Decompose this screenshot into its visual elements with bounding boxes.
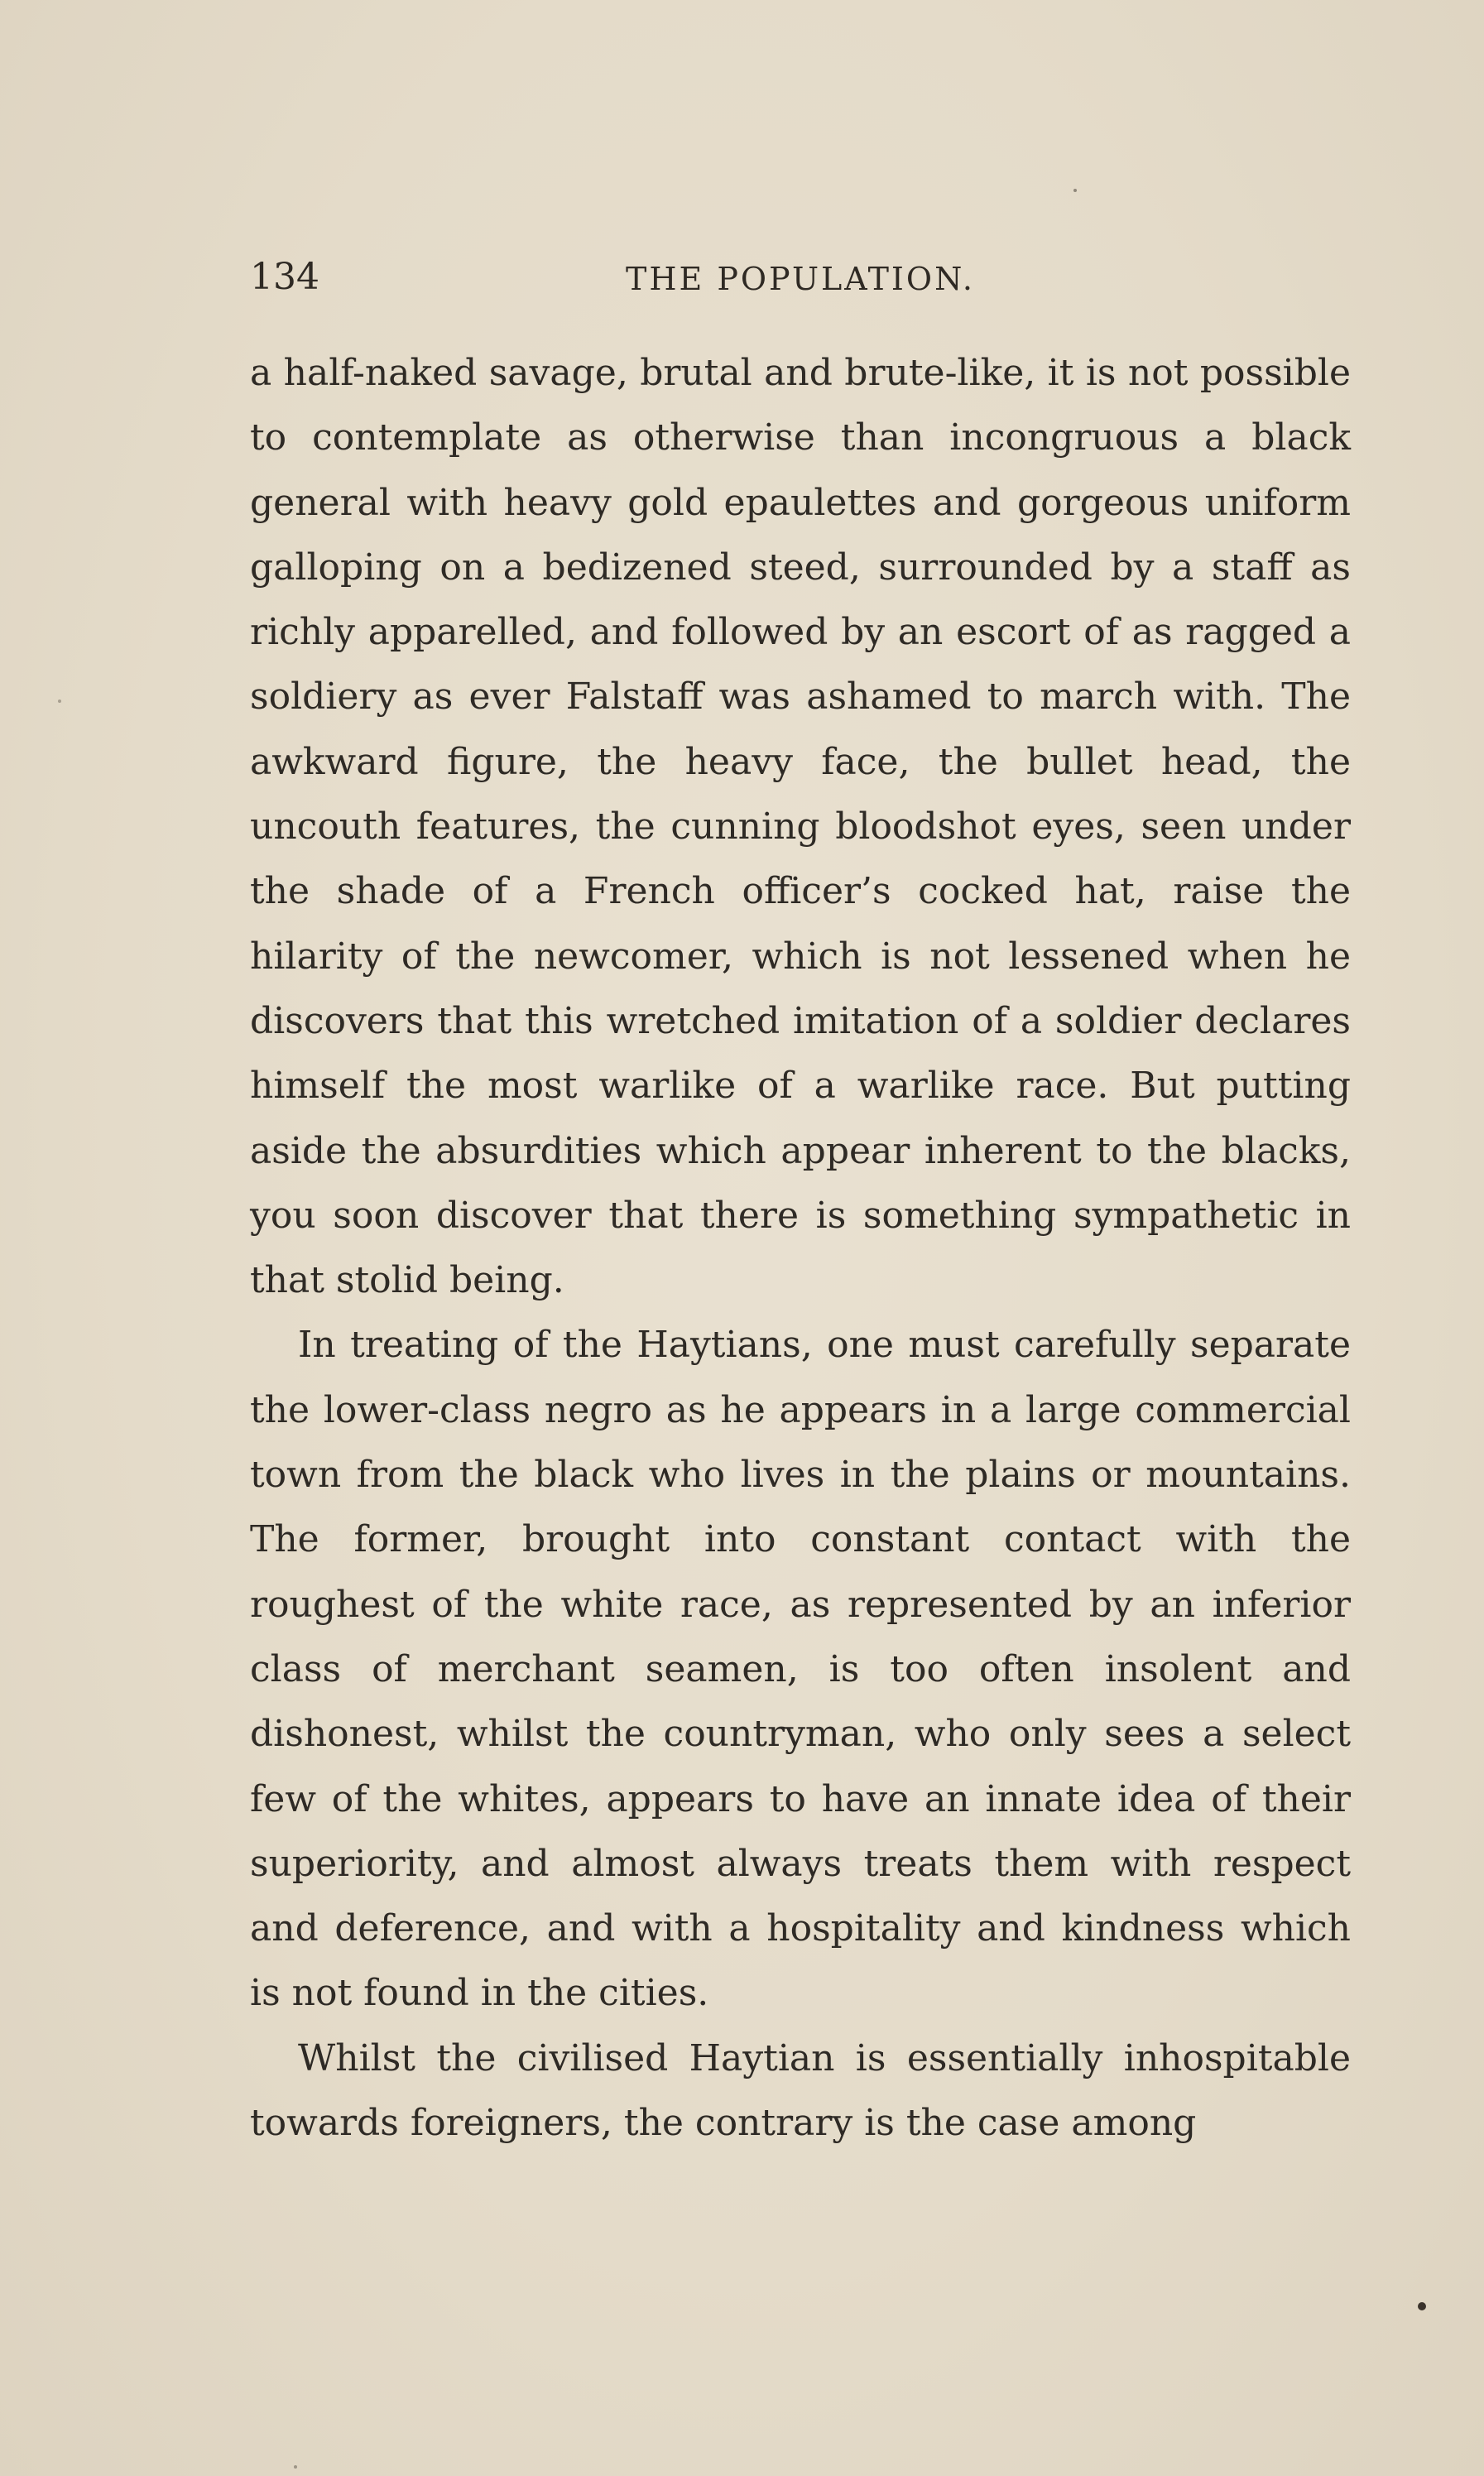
running-title: THE POPULATION. [626,261,975,297]
paper-speck [1418,2302,1426,2310]
paragraph-1: a half-naked savage, brutal and brute-like, it is not possible to contemplate as otherwise than incongruous a black general with heavy gold epaulettes and gorgeous uniform galloping on a bedizened steed, surrounded by a staff as richly apparelled, and followed by an escort of as ragged a soldiery as ever Falstaff was ashamed to march with. The awkward figure, the heavy face, the bullet head, the uncouth features, the cunning bloodshot eyes, seen under the shade of a French officer’s cocked hat, raise the hilarity of the newcomer, which is not lessened when he discovers that this wretched imitation of a soldier declares himself the most warlike of a warlike race. But putting aside the absurdities which appear inherent to the blacks, you soon discover that there is something sympathetic in that stolid being. [250,352,1351,1302]
paragraph-3: Whilst the civilised Haytian is essentially inhospitable towards foreigners, the contrary is the case among [250,2036,1351,2145]
page-number: 134 [250,256,319,298]
running-head [250,252,1351,302]
paragraph-2: In treating of the Haytians, one must carefully separate the lower-class negro as he appears in a large commercial town from the black who lives in the plains or mountains. The former, brought into constant contact with the roughest of the white race, as represented by an inferior class of merchant seamen, is too often insolent and dishonest, whilst the countryman, who only sees a select few of the whites, appears to have an innate idea of their superiority, and almost always treats them with respect and deference, and with a hospitality and kindness which is not found in the cities. [250,1324,1351,2015]
paper-speck [1073,189,1077,192]
body-text [250,341,1351,2156]
paper-speck [58,700,61,703]
paper-speck [294,2465,297,2469]
